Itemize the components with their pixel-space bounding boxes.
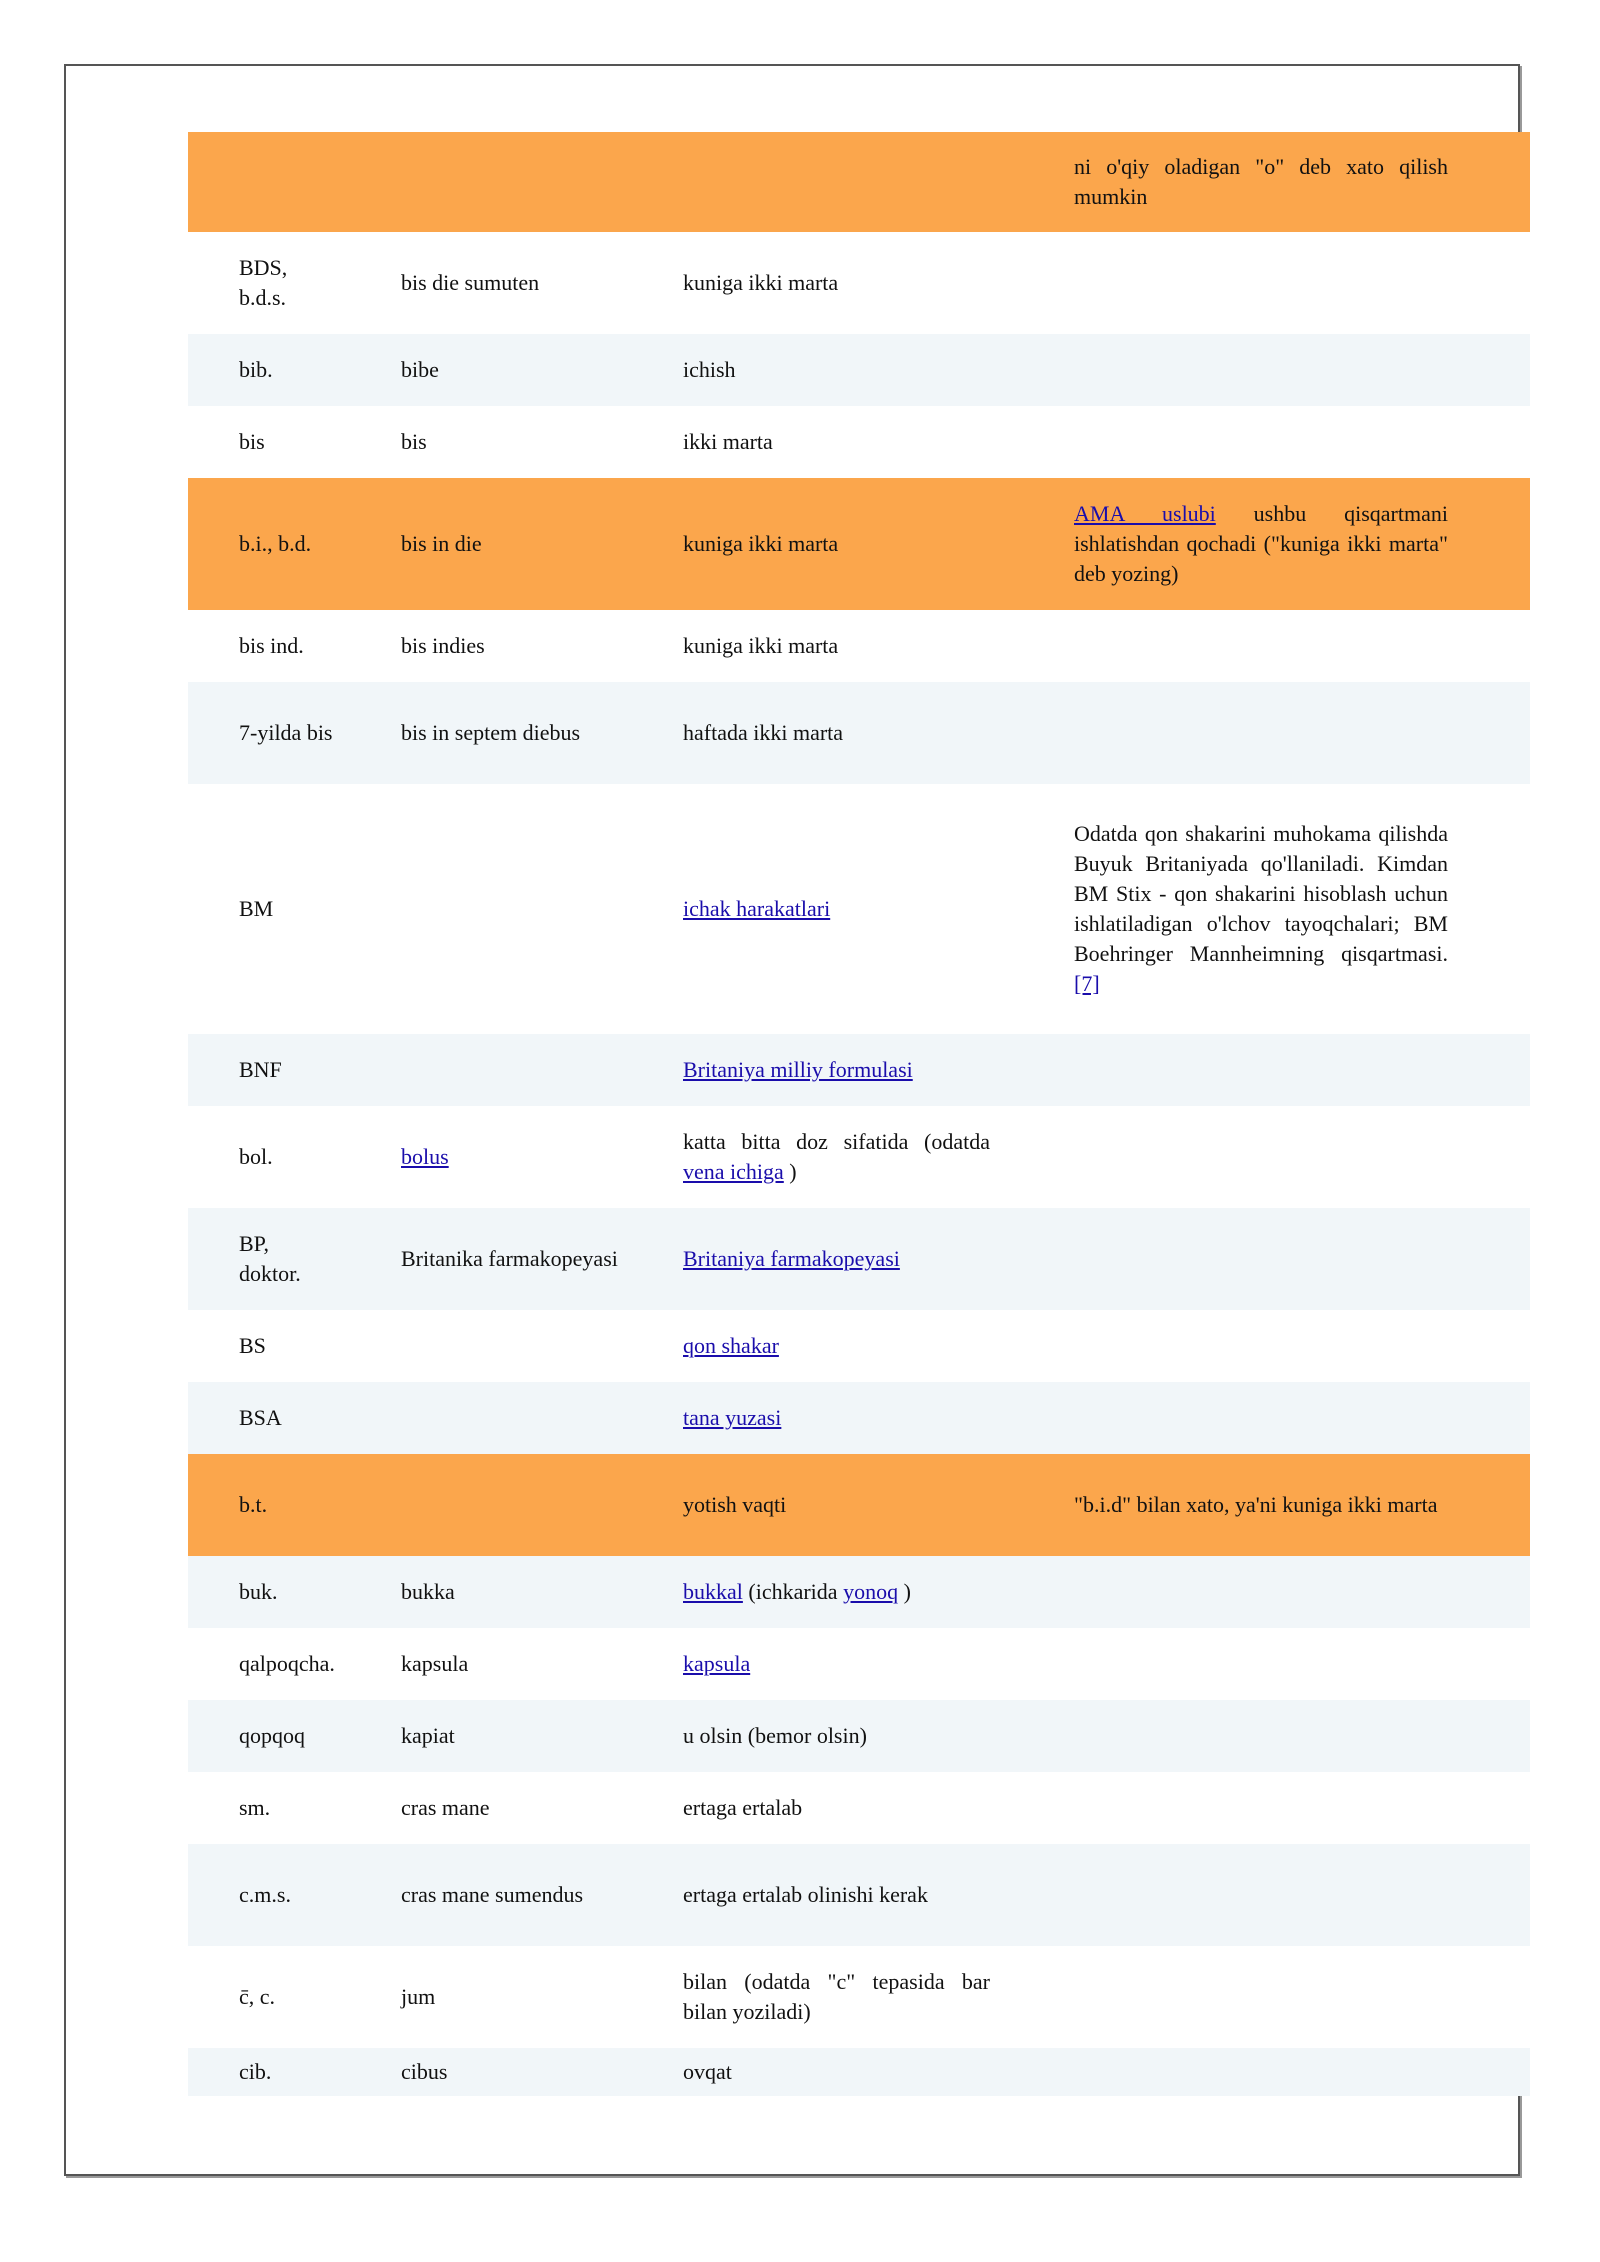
latin-text: cras mane (401, 1795, 490, 1820)
cell-abbreviation (188, 1649, 393, 1679)
cell-meaning (675, 1331, 1060, 1361)
cell-meaning (675, 1127, 1060, 1187)
latin-text: kapsula (401, 1651, 469, 1676)
cell-meaning (675, 1649, 1060, 1679)
abbreviation-text: BNF (239, 1057, 282, 1082)
cell-latin (393, 355, 675, 385)
abbreviation-text: c.m.s. (239, 1882, 291, 1907)
table-row (188, 1454, 1530, 1556)
table-row (188, 1208, 1530, 1310)
cell-latin (393, 2057, 675, 2087)
abbreviation-text: doktor. (239, 1261, 301, 1286)
latin-text: bis die sumuten (401, 270, 540, 295)
table-row (188, 1844, 1530, 1946)
notes-link[interactable]: AMA uslubi (1074, 501, 1216, 526)
cell-abbreviation (188, 1490, 393, 1520)
meaning-text: (ichkarida (742, 1579, 844, 1604)
meaning-text: kuniga ikki marta (683, 531, 839, 556)
cell-abbreviation (188, 253, 393, 313)
meaning-link[interactable]: kapsula (683, 1651, 751, 1676)
table-row (188, 1034, 1530, 1106)
cell-notes (1060, 499, 1460, 589)
cell-latin (393, 427, 675, 457)
meaning-link[interactable]: Britaniya milliy formulasi (683, 1057, 913, 1082)
cell-abbreviation (188, 894, 393, 924)
cell-abbreviation (188, 718, 393, 748)
table-row (188, 784, 1530, 1034)
cell-notes (1060, 1490, 1460, 1520)
cell-abbreviation (188, 1793, 393, 1823)
meaning-tail-text: ) (783, 1159, 797, 1184)
cell-meaning (675, 427, 1060, 457)
cell-meaning (675, 1490, 1060, 1520)
reference-link[interactable]: [7] (1074, 971, 1100, 996)
meaning-link[interactable]: bukkal (683, 1579, 743, 1604)
table-row (188, 1556, 1530, 1628)
cell-abbreviation (188, 1880, 393, 1910)
table-row (188, 406, 1530, 478)
abbreviation-text: BSA (239, 1405, 282, 1430)
notes-text: ni o'qiy oladigan "o" deb xato qilish mumkin (1074, 154, 1448, 209)
cell-notes (1060, 819, 1460, 999)
abbreviation-text: bis ind. (239, 633, 304, 658)
cell-abbreviation (188, 631, 393, 661)
cell-meaning (675, 1793, 1060, 1823)
cell-meaning (675, 1055, 1060, 1085)
cell-abbreviation (188, 2057, 393, 2087)
cell-meaning (675, 1880, 1060, 1910)
abbreviation-text: cib. (239, 2059, 272, 2084)
latin-text: bibe (401, 357, 439, 382)
cell-latin (393, 268, 675, 298)
abbreviation-table (188, 132, 1530, 2096)
cell-abbreviation (188, 1403, 393, 1433)
meaning-text: ovqat (683, 2059, 732, 2084)
abbreviation-text: c̄, c. (239, 1984, 276, 2009)
meaning-link[interactable]: ichak harakatlari (683, 896, 831, 921)
abbreviation-text: bib. (239, 357, 273, 382)
abbreviation-text: BM (239, 896, 274, 921)
meaning-link[interactable]: qon shakar (683, 1333, 779, 1358)
table-row (188, 1310, 1530, 1382)
meaning-text: ikki marta (683, 429, 773, 454)
abbreviation-text: qalpoqcha. (239, 1651, 335, 1676)
cell-meaning (675, 1403, 1060, 1433)
cell-latin (393, 1244, 675, 1274)
meaning-text: yotish vaqti (683, 1492, 787, 1517)
table-row (188, 1382, 1530, 1454)
abbreviation-text: buk. (239, 1579, 278, 1604)
cell-notes (1060, 152, 1460, 212)
table-row (188, 1772, 1530, 1844)
meaning-text: kuniga ikki marta (683, 633, 839, 658)
cell-latin (393, 1649, 675, 1679)
meaning-text: katta bitta doz sifatida (odatda (683, 1129, 990, 1154)
latin-text: bis in die (401, 531, 482, 556)
latin-text: bukka (401, 1579, 455, 1604)
cell-abbreviation (188, 1577, 393, 1607)
cell-latin (393, 1880, 675, 1910)
abbreviation-text: bol. (239, 1144, 273, 1169)
cell-meaning (675, 355, 1060, 385)
cell-meaning (675, 1967, 1060, 2027)
meaning-link[interactable]: tana yuzasi (683, 1405, 782, 1430)
latin-text: jum (401, 1984, 436, 2009)
notes-text: "b.i.d" bilan xato, ya'ni kuniga ikki marta (1074, 1492, 1438, 1517)
meaning-text: bilan (odatda "c" tepasida bar bilan yoziladi) (683, 1969, 990, 2024)
meaning-text: ertaga ertalab (683, 1795, 803, 1820)
cell-meaning (675, 529, 1060, 559)
table-row (188, 478, 1530, 610)
abbreviation-text: bis (239, 429, 265, 454)
table-row (188, 1700, 1530, 1772)
latin-link[interactable]: bolus (401, 1144, 449, 1169)
cell-meaning (675, 718, 1060, 748)
cell-latin (393, 1793, 675, 1823)
meaning-text: ertaga ertalab olinishi kerak (683, 1882, 928, 1907)
table-row (188, 2048, 1530, 2096)
cell-latin (393, 1142, 675, 1172)
cell-meaning (675, 631, 1060, 661)
cell-latin (393, 1982, 675, 2012)
abbreviation-text: BS (239, 1333, 266, 1358)
latin-text: bis indies (401, 633, 485, 658)
cell-latin (393, 529, 675, 559)
cell-latin (393, 1721, 675, 1751)
abbreviation-text: BDS, (239, 255, 288, 280)
cell-abbreviation (188, 1142, 393, 1172)
abbreviation-text: b.i., b.d. (239, 531, 312, 556)
cell-abbreviation (188, 529, 393, 559)
cell-meaning (675, 268, 1060, 298)
cell-abbreviation (188, 1229, 393, 1289)
cell-meaning (675, 1577, 1060, 1607)
latin-text: bis (401, 429, 427, 454)
cell-latin (393, 631, 675, 661)
meaning-text: u olsin (bemor olsin) (683, 1723, 867, 1748)
latin-text: cibus (401, 2059, 448, 2084)
meaning-text: kuniga ikki marta (683, 270, 839, 295)
cell-abbreviation (188, 1055, 393, 1085)
meaning-text: ichish (683, 357, 736, 382)
cell-abbreviation (188, 427, 393, 457)
table-row (188, 1946, 1530, 2048)
table-row (188, 334, 1530, 406)
notes-text: Odatda qon shakarini muhokama qilishda Buyuk Britaniyada qo'llaniladi. Kimdan BM Stix - qon shakarini hisoblash uchun ishlatiladigan o'lchov tayoqchalari; BM Boehringer Mannheimning qisqartmasi. (1074, 821, 1448, 966)
meaning-inline-link[interactable]: yonoq (843, 1579, 899, 1604)
table-row (188, 132, 1530, 232)
cell-abbreviation (188, 355, 393, 385)
table-row (188, 682, 1530, 784)
cell-meaning (675, 1721, 1060, 1751)
cell-latin (393, 718, 675, 748)
table-row (188, 232, 1530, 334)
meaning-text: haftada ikki marta (683, 720, 844, 745)
abbreviation-text: qopqoq (239, 1723, 305, 1748)
cell-meaning (675, 2057, 1060, 2087)
meaning-link[interactable]: Britaniya farmakopeyasi (683, 1246, 900, 1271)
latin-text: kapiat (401, 1723, 455, 1748)
abbreviation-text: b.d.s. (239, 285, 287, 310)
meaning-tail-text: ) (898, 1579, 911, 1604)
notes-text: ushbu qisqartmani ishlatishdan qochadi ("kuniga ikki marta" deb yozing) (1074, 501, 1448, 586)
table-row (188, 1628, 1530, 1700)
abbreviation-text: BP, (239, 1231, 269, 1256)
cell-meaning (675, 1244, 1060, 1274)
cell-meaning (675, 894, 1060, 924)
abbreviation-text: b.t. (239, 1492, 268, 1517)
cell-latin (393, 1577, 675, 1607)
abbreviation-text: 7-yilda bis (239, 720, 333, 745)
table-row (188, 610, 1530, 682)
abbreviation-text: sm. (239, 1795, 271, 1820)
cell-abbreviation (188, 1331, 393, 1361)
cell-abbreviation (188, 1721, 393, 1751)
cell-abbreviation (188, 1982, 393, 2012)
table-row (188, 1106, 1530, 1208)
latin-text: Britanika farmakopeyasi (401, 1246, 618, 1271)
meaning-inline-link[interactable]: vena ichiga (683, 1159, 784, 1184)
latin-text: cras mane sumendus (401, 1882, 584, 1907)
latin-text: bis in septem diebus (401, 720, 581, 745)
